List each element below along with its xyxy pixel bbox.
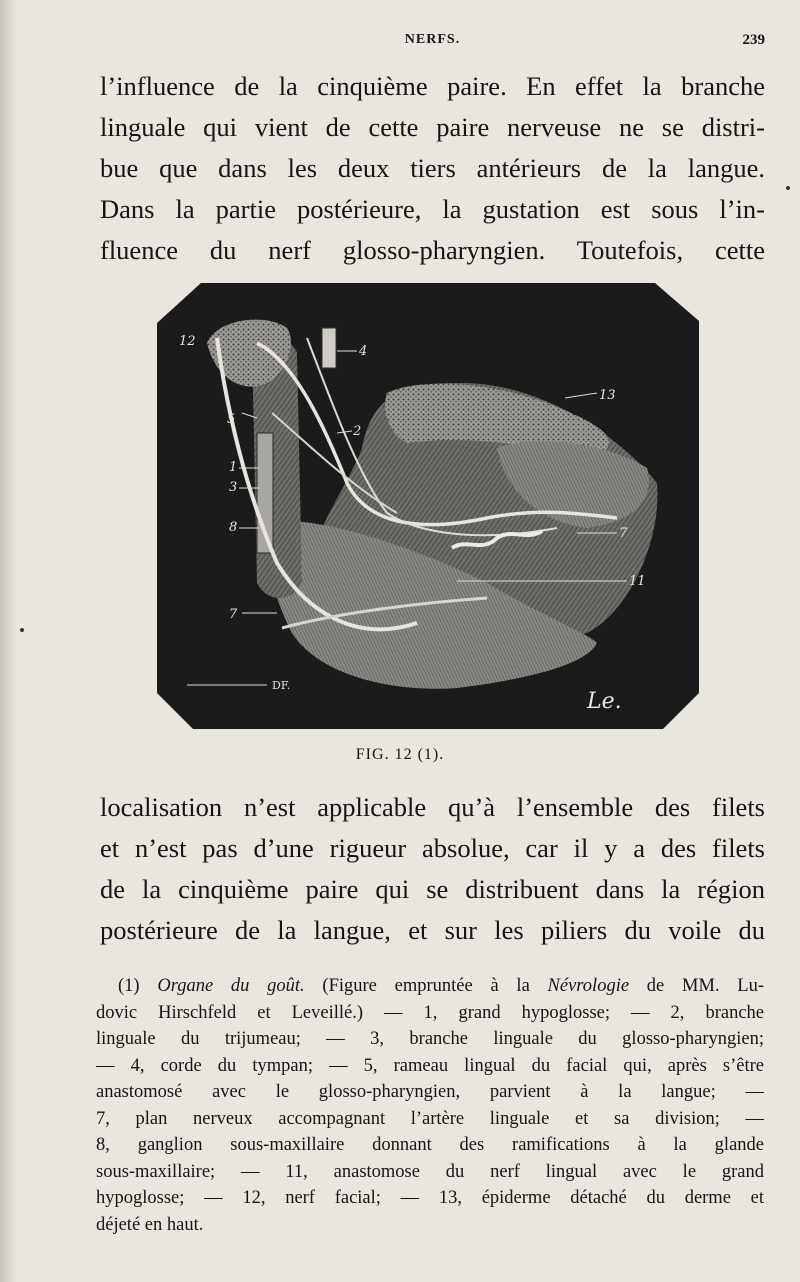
figure-label: 2 xyxy=(353,424,362,439)
text-line: Dans la partie postérieure, la gustation est sous l’in- xyxy=(100,194,765,224)
footnote-line: anastomosé avec le glosso-pharyngien, parvient à la langue; — xyxy=(96,1082,764,1102)
footnote-text: (Figure empruntée à la xyxy=(304,976,548,996)
text-line: bue que dans les deux tiers antérieurs de la langue. xyxy=(100,153,765,183)
page-header xyxy=(100,32,765,56)
figure-label: 13 xyxy=(599,388,616,403)
figure-label: 4 xyxy=(359,344,368,359)
footnote-line: déjeté en haut. xyxy=(96,1214,204,1235)
footnote-text: de MM. Lu- xyxy=(629,976,764,996)
text-line: de la cinquième paire qui se distribuent dans la région xyxy=(100,874,765,904)
figure-label: 12 xyxy=(179,334,196,349)
artist-signature: Le. xyxy=(587,689,622,714)
margin-dot xyxy=(786,186,790,190)
footnote-line: linguale du trijumeau; — 3, branche linguale du glosso-pharyngien; xyxy=(96,1029,764,1049)
engraver-signature: DF. xyxy=(272,679,291,692)
footnote-italic: Organe du goût. xyxy=(157,976,305,996)
anatomical-engraving-figure xyxy=(157,283,699,729)
figure-label: 5 xyxy=(227,412,236,427)
running-head: NERFS. xyxy=(404,32,461,47)
footnote-marker: (1) xyxy=(118,976,158,996)
page-number: 239 xyxy=(742,32,765,48)
footnote-line: hypoglosse; — 12, nerf facial; — 13, épiderme détaché du derme et xyxy=(96,1188,764,1208)
margin-dot xyxy=(20,628,24,632)
footnote-line: — 4, corde du tympan; — 5, rameau lingual du facial qui, après s’être xyxy=(96,1055,764,1076)
text-line: fluence du nerf glosso-pharyngien. Toutefois, cette xyxy=(100,235,765,265)
text-line: linguale qui vient de cette paire nerveuse ne se distri- xyxy=(100,112,765,142)
footnote xyxy=(96,973,764,1238)
figure-label: 11 xyxy=(629,574,646,589)
footnote-line: dovic Hirschfeld et Leveillé.) — 1, grand hypoglosse; — 2, branche xyxy=(96,1002,764,1023)
figure-label: 1 xyxy=(229,460,238,475)
figure-label: 7 xyxy=(619,526,628,541)
footnote-line: 7, plan nerveux accompagnant l’artère linguale et sa division; — xyxy=(96,1108,764,1129)
text-line: postérieure de la langue, et sur les piliers du voile du xyxy=(100,915,765,945)
figure-label: 3 xyxy=(229,480,238,495)
footnote-line xyxy=(96,973,764,1000)
text-line: l’influence de la cinquième paire. En effet la branche xyxy=(100,71,765,101)
figure-label: 8 xyxy=(229,520,238,535)
footnote-line: 8, ganglion sous-maxillaire donnant des ramifications à la glande xyxy=(96,1135,764,1155)
figure-caption: FIG. 12 (1). xyxy=(355,746,445,763)
body-text-top xyxy=(100,66,765,271)
footnote-italic: Névrologie xyxy=(547,976,630,996)
figure-label: 7 xyxy=(229,607,238,622)
text-line: localisation n’est applicable qu’à l’ensemble des filets xyxy=(100,792,765,822)
page-gutter-shadow xyxy=(0,0,18,1282)
footnote-line: sous-maxillaire; — 11, anastomose du nerf lingual avec le grand xyxy=(96,1161,764,1182)
body-text-bottom xyxy=(100,787,765,951)
text-line: et n’est pas d’une rigueur absolue, car il y a des filets xyxy=(100,833,765,863)
